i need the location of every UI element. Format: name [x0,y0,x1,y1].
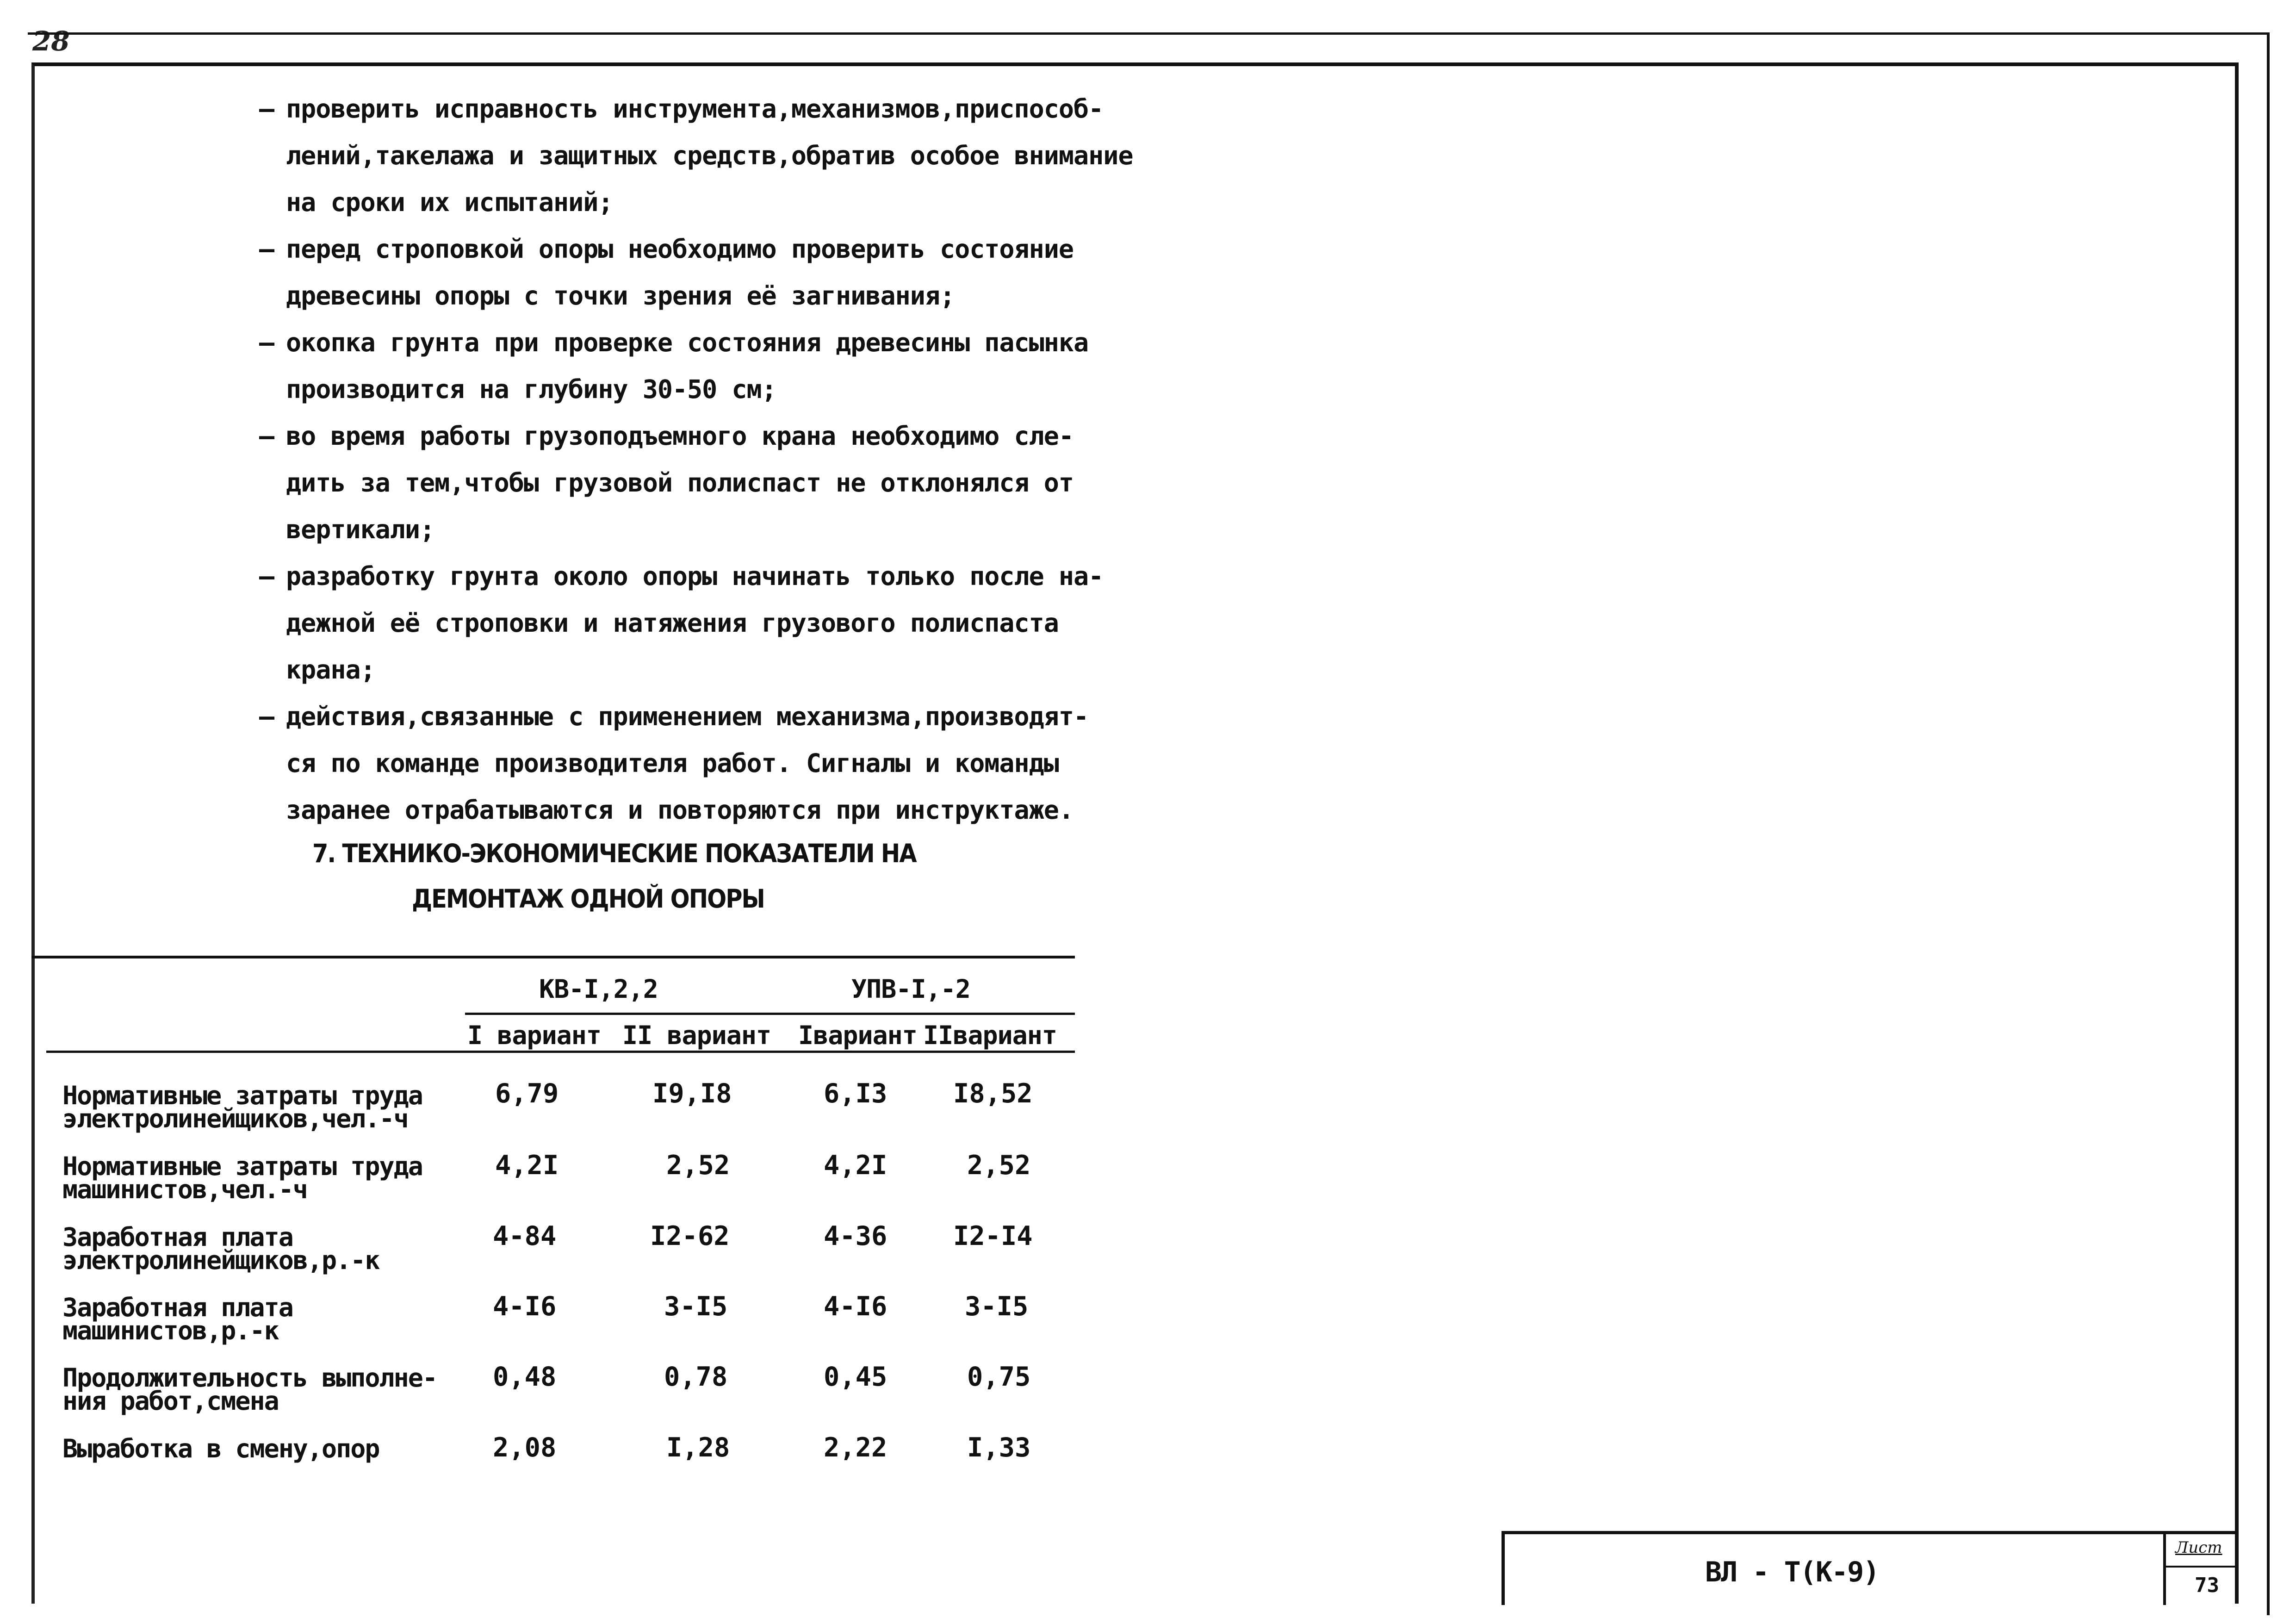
section-heading-line1: 7. ТЕХНИКО-ЭКОНОМИЧЕСКИЕ ПОКАЗАТЕЛИ НА [312,839,916,868]
table-cell: I2-62 [650,1221,730,1251]
list-item [259,693,1138,834]
table-group-header: КВ-I,2,2 [539,974,658,1004]
section-heading [312,831,916,921]
table-cell: I2-I4 [953,1221,1033,1251]
table-cell: 2,52 [967,1150,1031,1181]
list-item [259,319,1138,413]
list-item [259,413,1138,553]
table-row-label: Продолжительность выполне- ния работ,смена [62,1363,437,1416]
table-top-rule [31,956,1075,958]
table-cell: 6,79 [495,1078,559,1109]
table-column-header: IIвариант [923,1020,1057,1050]
sheet-number-box [2163,1531,2237,1605]
dash-icon: – [259,234,274,264]
table-cell: I9,I8 [652,1078,732,1109]
table-row-label: Нормативные затраты труда электролинейщиков,чел.-ч [62,1081,422,1133]
dash-icon: – [259,94,274,124]
table-cell: 0,78 [664,1362,728,1392]
table-cell: 0,75 [967,1362,1031,1392]
list-item-text: действия,связанные с применением механизма,производят- ся по команде производителя работ. Сигналы и команды заранее отрабатываются и повторяются при инструктаже. [286,702,1089,825]
table-cell: 2,52 [666,1150,730,1181]
table-cell: 4-I6 [824,1291,887,1322]
table-column-header: I вариант [467,1020,602,1050]
table-cell: I,28 [666,1432,730,1463]
dash-icon: – [259,561,274,591]
document-code: ВЛ - Т(К-9) [1705,1556,1879,1588]
table-cell: 3-I5 [664,1291,728,1322]
list-item [259,86,1138,226]
table-row-label: Выработка в смену,опор [62,1434,379,1463]
table-cell: 6,I3 [824,1078,887,1109]
table-header-rule [46,1051,1075,1053]
table-column-header: II вариант [622,1020,771,1050]
table-column-header: Iвариант [798,1020,917,1050]
table-group-rule [465,1013,1075,1015]
table-cell: 2,08 [493,1432,557,1463]
table-cell: 4,2I [824,1150,887,1181]
table-cell: 4-I6 [493,1291,557,1322]
list-item-text: во время работы грузоподъемного крана необходимо сле- дить за тем,чтобы грузовой полиспаст не отклонялся от вертикали; [286,421,1074,544]
dash-icon: – [259,421,274,451]
list-item-text: перед строповкой опоры необходимо проверить состояние древесины опоры с точки зрения её загнивания; [286,234,1074,311]
list-item-text: проверить исправность инструмента,механизмов,приспособ- лений,такелажа и защитных средств,обратив особое внимание на сроки их испытаний; [286,94,1133,217]
sheet-label: Лист [2175,1538,2222,1557]
sheet-number: 73 [2195,1574,2219,1597]
table-cell: I8,52 [953,1078,1033,1109]
corner-mark: 28 [32,25,70,57]
table-row-label: Заработная плата электролинейщиков,р.-к [62,1222,379,1275]
table-row-label: Нормативные затраты труда машинистов,чел.-ч [62,1151,422,1204]
table-row-label: Заработная плата машинистов,р.-к [62,1293,293,1345]
dash-icon: – [259,702,274,731]
table-cell: I,33 [967,1432,1031,1463]
list-item-text: разработку грунта около опоры начинать только после на- дежной её строповки и натяжения грузового полиспаста крана; [286,561,1104,684]
safety-requirements-list [259,86,1138,834]
table-cell: 3-I5 [965,1291,1029,1322]
list-item-text: окопка грунта при проверке состояния древесины пасынка производится на глубину 30-50 см; [286,328,1089,404]
table-cell: 2,22 [824,1432,887,1463]
dash-icon: – [259,328,274,357]
table-cell: 4-36 [824,1221,887,1251]
table-group-header: УПВ-I,-2 [851,974,970,1004]
table-cell: 4,2I [495,1150,559,1181]
table-cell: 0,45 [824,1362,887,1392]
list-item [259,553,1138,693]
section-heading-line2: ДЕМОНТАЖ ОДНОЙ ОПОРЫ [412,884,764,914]
table-cell: 4-84 [493,1221,557,1251]
sheet-divider [2166,1566,2237,1568]
list-item [259,226,1138,319]
table-cell: 0,48 [493,1362,557,1392]
